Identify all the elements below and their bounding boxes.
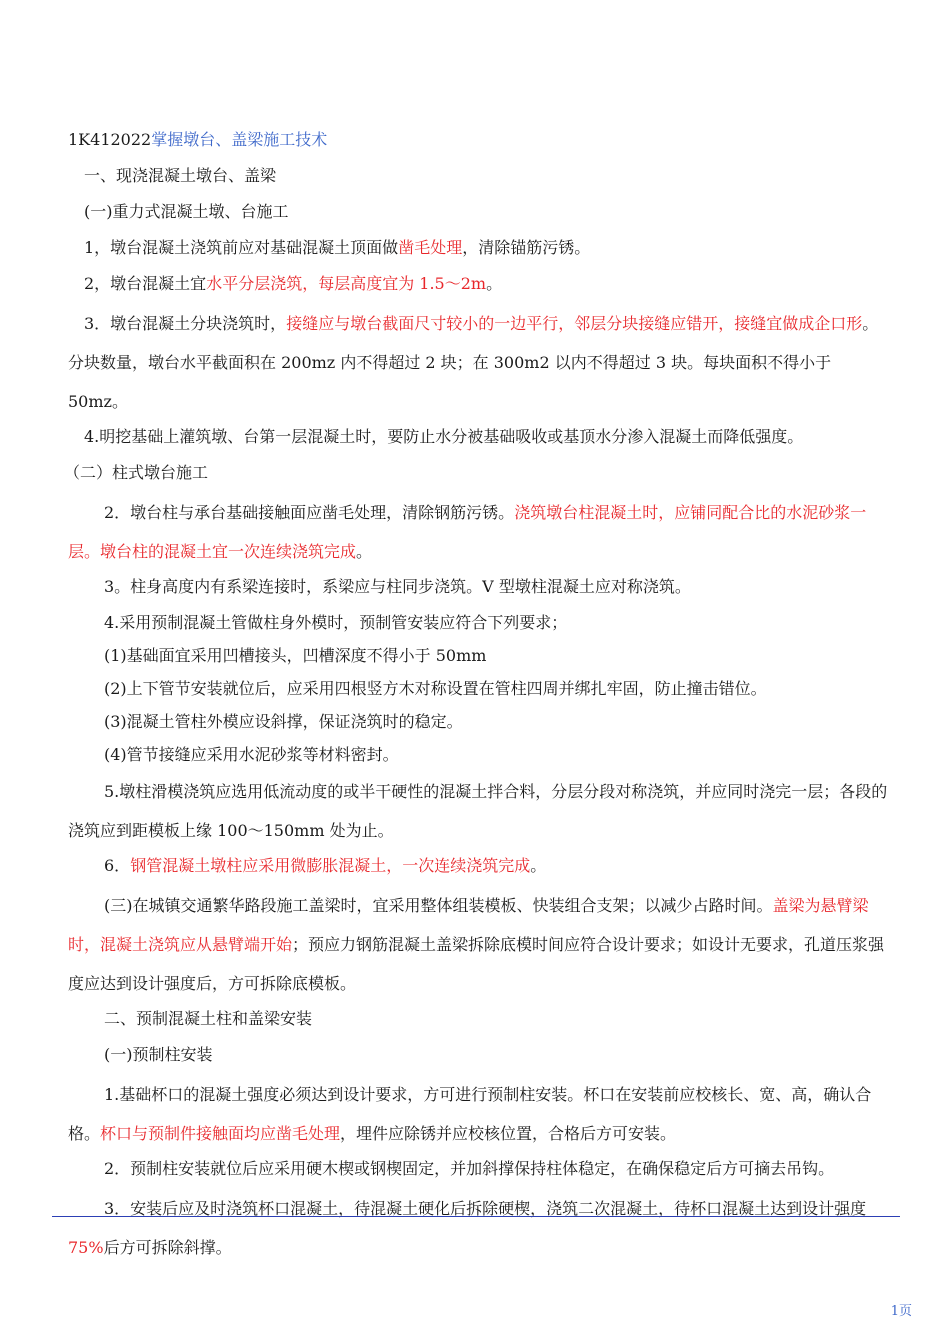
paragraph bbox=[68, 421, 888, 452]
text-run: (三)在城镇交通繁华路段施工盖梁时，宜采用整体组装模板、快装组合支架；以减少占路时间。 bbox=[104, 896, 773, 915]
highlighted-text: 凿毛处理 bbox=[398, 238, 463, 257]
paragraph bbox=[68, 1075, 888, 1153]
paragraph bbox=[64, 457, 888, 488]
text-run: 2．预制柱安装就位后应采用硬木楔或钢楔固定，并加斜撑保持柱体稳定，在确保稳定后方可摘去吊钩。 bbox=[104, 1159, 835, 1178]
heading-code: 1K412022 bbox=[68, 130, 152, 149]
highlighted-text: 接缝应与墩台截面尺寸较小的一边平行，邻层分块接缝应错开，接缝宜做成企口形 bbox=[286, 314, 863, 333]
text-run: 。 bbox=[486, 274, 503, 293]
paragraph bbox=[68, 640, 888, 671]
text-run: 2，墩台混凝土宜 bbox=[84, 274, 207, 293]
section-heading bbox=[68, 124, 888, 155]
paragraph bbox=[68, 850, 888, 881]
text-run: 2．墩台柱与承台基础接触面应凿毛处理，清除钢筋污锈。 bbox=[104, 503, 515, 522]
text-run: 3．安装后应及时浇筑杯口混凝土，待混凝土硬化后拆除硬楔，浇筑二次混凝土，待杯口混凝土达到设计强度 bbox=[104, 1199, 867, 1218]
text-run: 。 bbox=[530, 856, 547, 875]
text-run: 后方可拆除斜撑。 bbox=[103, 1238, 232, 1257]
paragraph bbox=[68, 493, 888, 571]
document-body bbox=[64, 124, 888, 1267]
highlighted-text: 盖梁为悬臂梁时，混凝土浇筑应从悬臂端开始 bbox=[68, 896, 869, 954]
page-number: 1页 bbox=[890, 1304, 912, 1319]
paragraph bbox=[68, 160, 888, 191]
paragraph bbox=[68, 268, 888, 299]
text-run: ，埋件应除锈并应校核位置，合格后方可安装。 bbox=[340, 1124, 677, 1143]
text-run: 4.采用预制混凝土管做柱身外模时，预制管安装应符合下列要求； bbox=[104, 613, 568, 632]
text-run: (1)基础面宜采用凹槽接头，凹槽深度不得小于 50mm bbox=[104, 646, 487, 665]
paragraph bbox=[68, 739, 888, 770]
text-run: 3。柱身高度内有系梁连接时，系梁应与柱同步浇筑。V 型墩柱混凝土应对称浇筑。 bbox=[104, 577, 691, 596]
text-run: 一、现浇混凝土墩台、盖梁 bbox=[84, 166, 277, 185]
footer-divider bbox=[52, 1216, 900, 1217]
text-run: （二）柱式墩台施工 bbox=[64, 463, 209, 482]
paragraph bbox=[68, 1003, 888, 1034]
paragraph bbox=[68, 571, 888, 602]
paragraph bbox=[68, 772, 888, 850]
highlighted-text: 水平分层浇筑，每层高度宜为 1.5～2m bbox=[206, 274, 487, 293]
paragraph bbox=[68, 1039, 888, 1070]
paragraph bbox=[68, 304, 888, 421]
highlighted-text: 杯口与预制件接触面均应凿毛处理 bbox=[100, 1124, 341, 1143]
text-run: (一)预制柱安装 bbox=[104, 1045, 213, 1064]
text-run: 3．墩台混凝土分块浇筑时， bbox=[84, 314, 287, 333]
text-run: ，清除锚筋污锈。 bbox=[462, 238, 591, 257]
text-run: 1.基础杯口的混凝土强度必须达到设计要求，方可进行预制柱安装。杯口在安装前应校核长、宽、高，确认合格。 bbox=[68, 1085, 872, 1143]
heading-title: 掌握墩台、盖梁施工技术 bbox=[151, 130, 328, 149]
highlighted-text: 75% bbox=[68, 1238, 104, 1257]
paragraph bbox=[68, 673, 888, 704]
text-run: 6． bbox=[104, 856, 131, 875]
text-run: (2)上下管节安装就位后，应采用四根竖方木对称设置在管柱四周并绑扎牢固，防止撞击错位。 bbox=[104, 679, 767, 698]
text-run: 5.墩柱滑模浇筑应选用低流动度的或半干硬性的混凝土拌合料，分层分段对称浇筑，并应同时浇完一层；各段的浇筑应到距模板上缘 100～150mm 处为止。 bbox=[68, 782, 888, 840]
highlighted-text: 浇筑墩台柱混凝土时，应铺同配合比的水泥砂浆一层。墩台柱的混凝土宜一次连续浇筑完成 bbox=[68, 503, 867, 561]
paragraph bbox=[68, 886, 888, 1003]
highlighted-text: 钢管混凝土墩柱应采用微膨胀混凝土，一次连续浇筑完成 bbox=[130, 856, 531, 875]
text-run: (一)重力式混凝土墩、台施工 bbox=[84, 202, 289, 221]
paragraph bbox=[68, 232, 888, 263]
text-run: 二、预制混凝土柱和盖梁安装 bbox=[104, 1009, 313, 1028]
text-run: ；预应力钢筋混凝土盖梁拆除底模时间应符合设计要求；如设计无要求，孔道压浆强度应达到设计强度后，方可拆除底模板。 bbox=[68, 935, 885, 993]
text-run: (4)管节接缝应采用水泥砂浆等材料密封。 bbox=[104, 745, 399, 764]
paragraph bbox=[68, 1189, 888, 1267]
paragraph bbox=[68, 607, 888, 638]
text-run: 1，墩台混凝土浇筑前应对基础混凝土顶面做 bbox=[84, 238, 399, 257]
text-run: 4.明挖基础上灌筑墩、台第一层混凝土时，要防止水分被基础吸收或基顶水分渗入混凝土而降低强度。 bbox=[84, 427, 804, 446]
text-run: 。 bbox=[356, 542, 373, 561]
text-run: 。分块数量，墩台水平截面积在 200mz 内不得超过 2 块；在 300m2 以内不得超过 3 块。每块面积不得小于 50mz。 bbox=[68, 314, 879, 411]
paragraph bbox=[68, 196, 888, 227]
text-run: (3)混凝土管柱外模应设斜撑，保证浇筑时的稳定。 bbox=[104, 712, 463, 731]
paragraph bbox=[68, 1153, 888, 1184]
paragraph bbox=[68, 706, 888, 737]
